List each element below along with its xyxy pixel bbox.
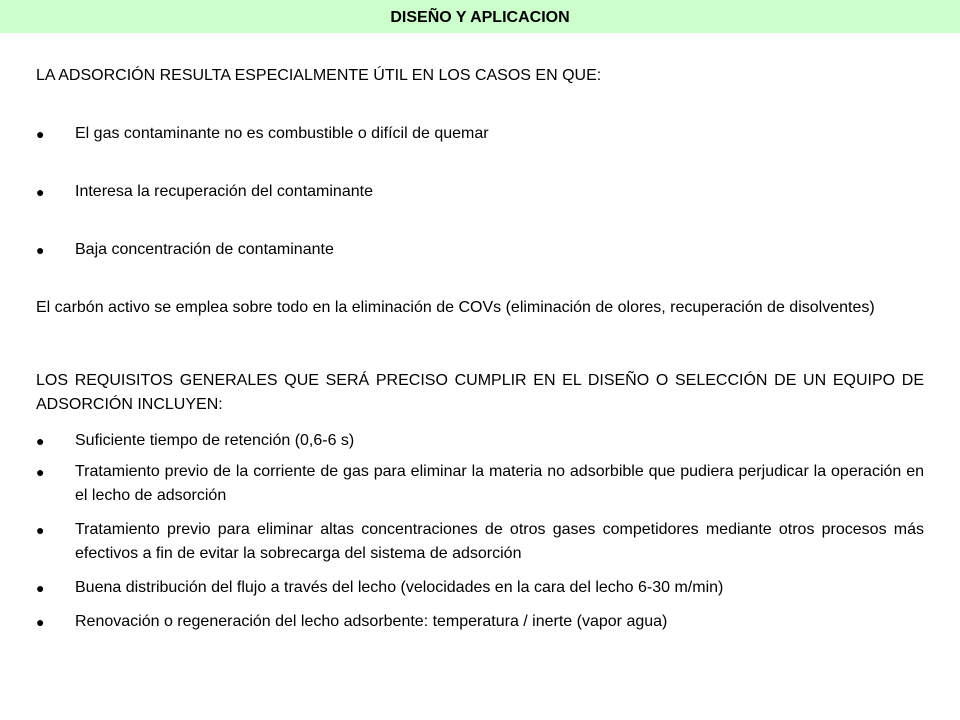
bullet-icon: ● [36, 184, 45, 200]
bullet-icon: ● [36, 522, 45, 538]
list-item-text: Tratamiento previo para eliminar altas concentraciones de otros gases competidores mediante otros procesos más efectivos a fin de evitar la sobrecarga del sistema de adsorción [75, 521, 924, 562]
section1-heading: LA ADSORCIÓN RESULTA ESPECIALMENTE ÚTIL EN LOS CASOS EN QUE: [36, 67, 602, 84]
carbon-paragraph: El carbón activo se emplea sobre todo en la eliminación de COVs (eliminación de olores, recuperación de disolventes) [36, 299, 875, 316]
bullet-icon: ● [36, 614, 45, 630]
list-item [36, 610, 924, 634]
list-item [36, 518, 924, 566]
list-item-text: Interesa la recuperación del contaminante [75, 183, 373, 200]
bullet-icon: ● [36, 433, 45, 449]
list-item-text: Buena distribución del flujo a través del lecho (velocidades en la cara del lecho 6-30 m/min) [75, 579, 724, 596]
bullet-icon: ● [36, 464, 45, 480]
list-item-text: El gas contaminante no es combustible o difícil de quemar [75, 125, 489, 142]
bullet-icon: ● [36, 242, 45, 258]
slide-content [36, 64, 924, 634]
list-item [36, 122, 924, 146]
list-item [36, 238, 924, 262]
list-item-text: Baja concentración de contaminante [75, 241, 334, 258]
bullet-icon: ● [36, 126, 45, 142]
list-item [36, 576, 924, 600]
section2-heading: LOS REQUISITOS GENERALES QUE SERÁ PRECISO CUMPLIR EN EL DISEÑO O SELECCIÓN DE UN EQUIPO DE ADSORCIÓN INCLUYEN: [36, 372, 924, 413]
list-item-text: Tratamiento previo de la corriente de gas para eliminar la materia no adsorbible que pudiera perjudicar la operación en el lecho de adsorción [75, 463, 924, 504]
title-bar [0, 0, 960, 33]
page-title: DISEÑO Y APLICACION [390, 8, 570, 26]
list-item-text: Renovación o regeneración del lecho adsorbente: temperatura / inerte (vapor agua) [75, 613, 668, 630]
list-item [36, 429, 924, 453]
list-item-text: Suficiente tiempo de retención (0,6-6 s) [75, 432, 355, 449]
bullet-icon: ● [36, 580, 45, 596]
list-item [36, 180, 924, 204]
list-item [36, 460, 924, 508]
